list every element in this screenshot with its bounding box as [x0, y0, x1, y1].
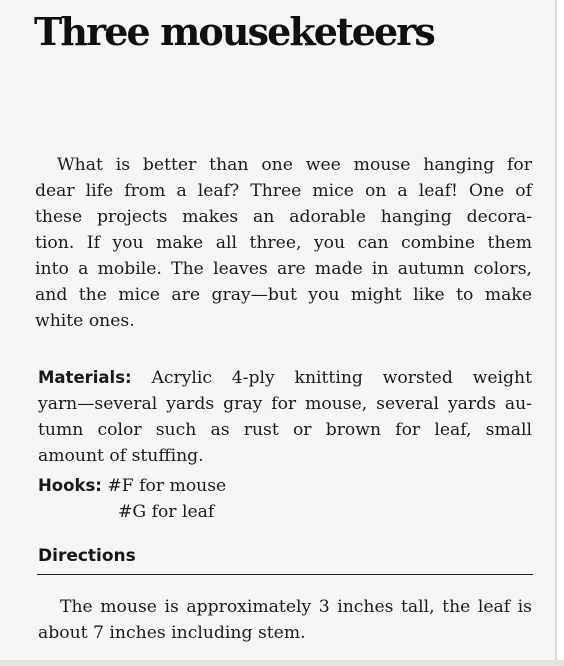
intro-paragraph	[35, 152, 532, 334]
intro-line: and the mice are gray—but you might like to make	[35, 285, 532, 305]
materials-first-line	[38, 365, 532, 391]
hook-item: #G for leaf	[118, 502, 215, 522]
materials-line: tumn color such as rust or brown for leaf, small	[38, 420, 532, 440]
directions-line: The mouse is approximately 3 inches tall, the leaf is	[60, 597, 532, 617]
directions-line: about 7 inches including stem.	[38, 623, 306, 643]
intro-line: these projects makes an adorable hanging decora-	[35, 207, 532, 227]
page-bottom-edge	[0, 660, 564, 666]
page-edge	[555, 0, 564, 666]
intro-line: What is better than one wee mouse hanging for	[57, 155, 532, 175]
directions-heading: Directions	[38, 546, 136, 566]
intro-line: into a mobile. The leaves are made in autumn colors,	[35, 259, 532, 279]
intro-line: white ones.	[35, 311, 135, 331]
page-title: Three mouseketeers	[34, 9, 434, 54]
materials-paragraph	[38, 365, 532, 469]
hooks-list	[38, 473, 226, 525]
section-divider	[37, 574, 533, 575]
materials-line: Acrylic 4-ply knitting worsted weight	[151, 368, 533, 388]
hooks-label: Hooks:	[38, 476, 102, 495]
directions-paragraph	[38, 594, 532, 646]
materials-label: Materials:	[38, 368, 132, 387]
intro-line: tion. If you make all three, you can combine them	[35, 233, 532, 253]
intro-line: dear life from a leaf? Three mice on a leaf! One of	[35, 181, 532, 201]
materials-line: amount of stuffing.	[38, 446, 204, 466]
hook-item: #F for mouse	[107, 476, 227, 496]
hooks-first-row	[38, 473, 226, 499]
materials-line: yarn—several yards gray for mouse, several yards au-	[38, 394, 532, 414]
